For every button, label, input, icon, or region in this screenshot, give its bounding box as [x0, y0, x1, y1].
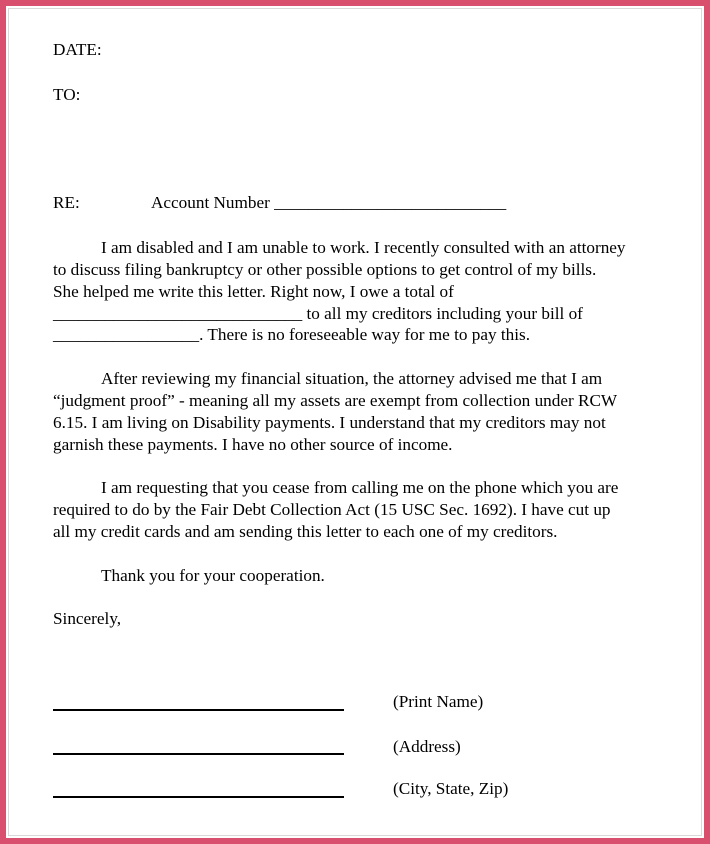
address-label: (Address): [393, 737, 461, 756]
bill-amount-blank: _________________: [53, 325, 200, 344]
city-state-zip-line: [53, 796, 344, 798]
paragraph1-line4: [53, 303, 583, 325]
address-line: [53, 753, 344, 755]
paragraph2-line3: 6.15. I am living on Disability payments. I understand that my creditors may not: [53, 413, 606, 432]
account-number-blank: ___________________________: [274, 193, 507, 212]
paragraph1-line5-text: . There is no foreseeable way for me to pay this.: [199, 325, 531, 344]
paragraph3-line1: I am requesting that you cease from calling me on the phone which you are: [101, 478, 619, 497]
paragraph3-line2: required to do by the Fair Debt Collection Act (15 USC Sec. 1692). I have cut up: [53, 500, 611, 519]
to-label: TO:: [53, 85, 81, 104]
thanks-text: Thank you for your cooperation.: [101, 566, 325, 585]
paragraph1-line2: to discuss filing bankruptcy or other possible options to get control of my bills.: [53, 260, 597, 279]
date-label: DATE:: [53, 40, 102, 59]
paragraph2-line1: After reviewing my financial situation, the attorney advised me that I am: [101, 369, 603, 388]
print-name-line: [53, 709, 344, 711]
paragraph2-line2: “judgment proof” - meaning all my assets are exempt from collection under RCW: [53, 391, 618, 410]
paragraph1-line4-text: to all my creditors including your bill of: [302, 304, 583, 323]
re-label: RE:: [53, 193, 80, 212]
account-number-line: [151, 192, 506, 214]
paragraph1-line5: [53, 324, 530, 346]
paragraph1-line1: I am disabled and I am unable to work. I recently consulted with an attorney: [101, 238, 626, 257]
paragraph3-line3: all my credit cards and am sending this letter to each one of my creditors.: [53, 522, 558, 541]
closing-text: Sincerely,: [53, 609, 122, 628]
total-owed-blank: _____________________________: [53, 304, 303, 323]
paragraph1-line3: She helped me write this letter. Right now, I owe a total of: [53, 282, 454, 301]
print-name-label: (Print Name): [393, 692, 484, 711]
account-number-label: Account Number: [151, 193, 270, 212]
city-state-zip-label: (City, State, Zip): [393, 779, 509, 798]
paragraph2-line4: garnish these payments. I have no other source of income.: [53, 435, 453, 454]
